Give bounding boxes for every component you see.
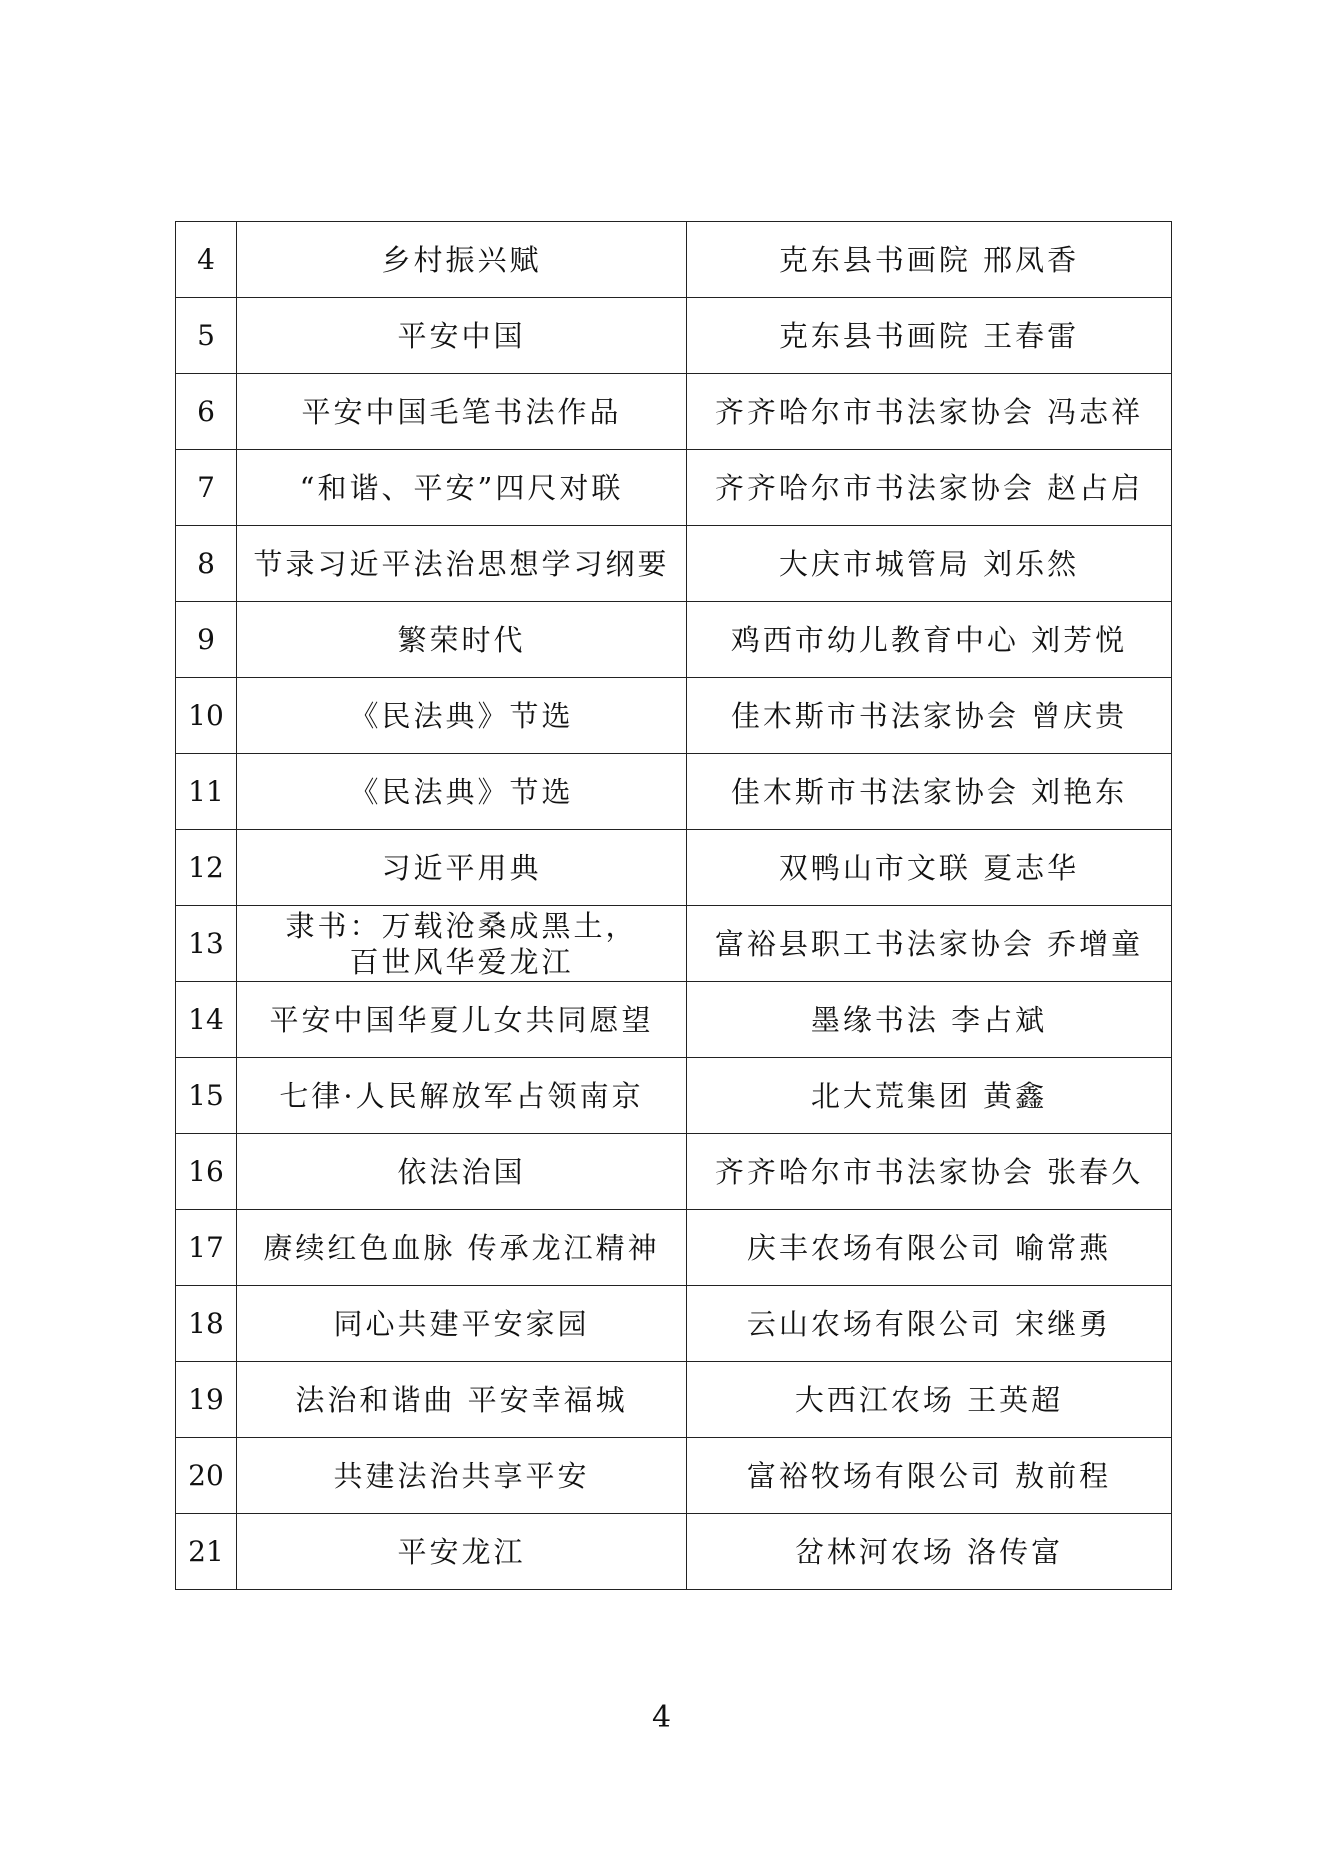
work-title: 节录习近平法治思想学习纲要 xyxy=(237,526,687,602)
work-title: 平安中国 xyxy=(237,298,687,374)
work-author: 齐齐哈尔市书法家协会 张春久 xyxy=(687,1134,1172,1210)
work-title: 共建法治共享平安 xyxy=(237,1438,687,1514)
row-number: 17 xyxy=(176,1210,237,1286)
row-number: 8 xyxy=(176,526,237,602)
work-title: 依法治国 xyxy=(237,1134,687,1210)
work-author: 大西江农场 王英超 xyxy=(687,1362,1172,1438)
work-title: 法治和谐曲 平安幸福城 xyxy=(237,1362,687,1438)
work-title: 七律·人民解放军占领南京 xyxy=(237,1058,687,1134)
page-number: 4 xyxy=(651,1700,672,1735)
work-title-line-2: 百世风华爱龙江 xyxy=(349,944,574,979)
row-number: 13 xyxy=(176,906,237,982)
work-author: 富裕县职工书法家协会 乔增童 xyxy=(687,906,1172,982)
work-title: 习近平用典 xyxy=(237,830,687,906)
work-author: 克东县书画院 王春雷 xyxy=(687,298,1172,374)
table-row xyxy=(176,1210,1172,1286)
table-row xyxy=(176,1286,1172,1362)
work-title: 乡村振兴赋 xyxy=(237,222,687,298)
work-title: 平安中国华夏儿女共同愿望 xyxy=(237,982,687,1058)
work-title: “和谐、平安”四尺对联 xyxy=(237,450,687,526)
row-number: 4 xyxy=(176,222,237,298)
work-title xyxy=(237,906,687,982)
work-author: 鸡西市幼儿教育中心 刘芳悦 xyxy=(687,602,1172,678)
row-number: 21 xyxy=(176,1514,237,1590)
table-row xyxy=(176,1058,1172,1134)
work-author: 墨缘书法 李占斌 xyxy=(687,982,1172,1058)
work-title: 赓续红色血脉 传承龙江精神 xyxy=(237,1210,687,1286)
work-author: 佳木斯市书法家协会 曾庆贵 xyxy=(687,678,1172,754)
work-title: 《民法典》节选 xyxy=(237,678,687,754)
row-number: 9 xyxy=(176,602,237,678)
table-row xyxy=(176,906,1172,982)
table-row xyxy=(176,298,1172,374)
row-number: 7 xyxy=(176,450,237,526)
table-row xyxy=(176,374,1172,450)
row-number: 10 xyxy=(176,678,237,754)
works-table xyxy=(175,221,1172,1590)
work-author: 克东县书画院 邢凤香 xyxy=(687,222,1172,298)
work-author: 齐齐哈尔市书法家协会 冯志祥 xyxy=(687,374,1172,450)
work-title: 繁荣时代 xyxy=(237,602,687,678)
row-number: 19 xyxy=(176,1362,237,1438)
work-title: 平安龙江 xyxy=(237,1514,687,1590)
work-author: 齐齐哈尔市书法家协会 赵占启 xyxy=(687,450,1172,526)
table-row xyxy=(176,982,1172,1058)
work-title-line-1: 隶书：万载沧桑成黑土， xyxy=(285,908,638,943)
row-number: 15 xyxy=(176,1058,237,1134)
table-row xyxy=(176,222,1172,298)
table-row xyxy=(176,830,1172,906)
row-number: 11 xyxy=(176,754,237,830)
row-number: 14 xyxy=(176,982,237,1058)
table-row xyxy=(176,754,1172,830)
table-row xyxy=(176,1438,1172,1514)
row-number: 16 xyxy=(176,1134,237,1210)
work-author: 双鸭山市文联 夏志华 xyxy=(687,830,1172,906)
work-author: 云山农场有限公司 宋继勇 xyxy=(687,1286,1172,1362)
table-row xyxy=(176,1514,1172,1590)
row-number: 18 xyxy=(176,1286,237,1362)
table-row xyxy=(176,678,1172,754)
work-author: 富裕牧场有限公司 敖前程 xyxy=(687,1438,1172,1514)
row-number: 5 xyxy=(176,298,237,374)
table-row xyxy=(176,526,1172,602)
work-author: 北大荒集团 黄鑫 xyxy=(687,1058,1172,1134)
table-row xyxy=(176,1362,1172,1438)
work-author: 大庆市城管局 刘乐然 xyxy=(687,526,1172,602)
work-title: 同心共建平安家园 xyxy=(237,1286,687,1362)
work-author: 佳木斯市书法家协会 刘艳东 xyxy=(687,754,1172,830)
work-author: 庆丰农场有限公司 喻常燕 xyxy=(687,1210,1172,1286)
table-row xyxy=(176,602,1172,678)
row-number: 20 xyxy=(176,1438,237,1514)
table-row xyxy=(176,450,1172,526)
work-title: 《民法典》节选 xyxy=(237,754,687,830)
row-number: 6 xyxy=(176,374,237,450)
work-author: 岔林河农场 洛传富 xyxy=(687,1514,1172,1590)
table-row xyxy=(176,1134,1172,1210)
work-title: 平安中国毛笔书法作品 xyxy=(237,374,687,450)
row-number: 12 xyxy=(176,830,237,906)
